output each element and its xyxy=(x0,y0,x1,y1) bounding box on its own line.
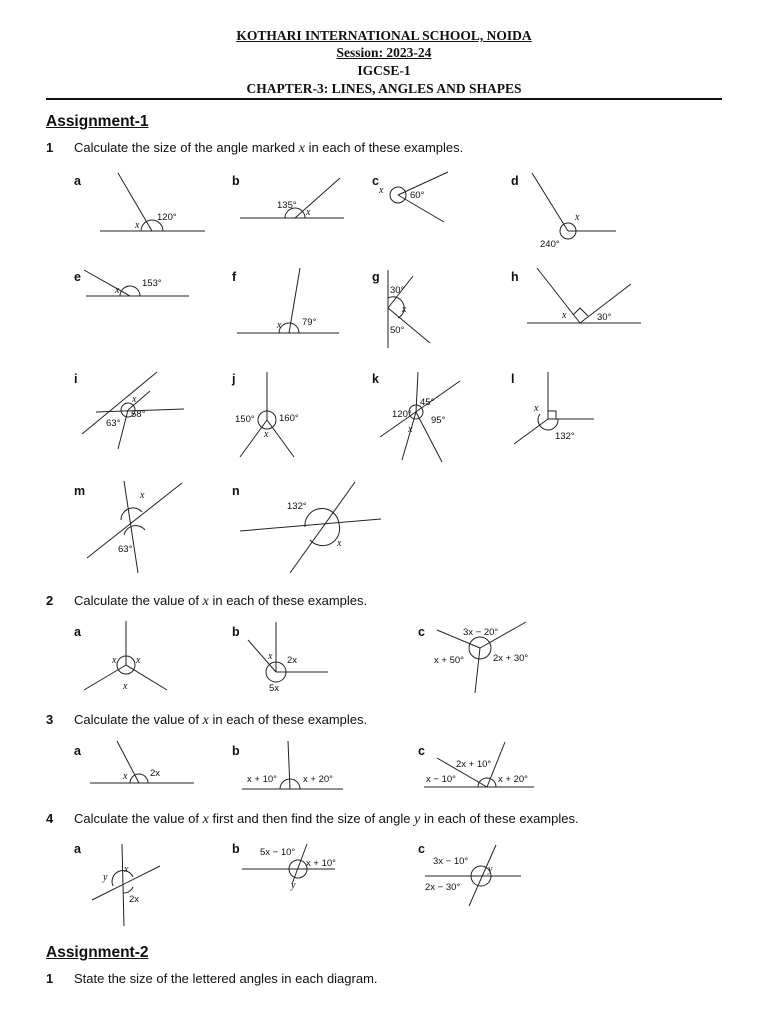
svg-text:y: y xyxy=(488,864,493,875)
q1-label-l: l xyxy=(511,372,515,386)
q2-label-b: b xyxy=(232,625,240,639)
svg-text:x: x xyxy=(115,285,120,296)
svg-text:2x: 2x xyxy=(129,894,140,905)
svg-text:x + 20°: x + 20° xyxy=(498,774,528,785)
svg-text:x + 10°: x + 10° xyxy=(306,858,336,869)
svg-text:x + 10°: x + 10° xyxy=(247,774,277,785)
question-1-number: 1 xyxy=(46,140,54,155)
q1-label-b: b xyxy=(232,174,240,188)
question-2-number: 2 xyxy=(46,593,54,608)
svg-text:x: x xyxy=(136,655,141,666)
q1-label-f: f xyxy=(232,270,237,284)
svg-text:x: x xyxy=(135,220,140,231)
q4-label-c: c xyxy=(418,842,425,856)
diagram-q1-l xyxy=(514,372,594,444)
grade-line: IGCSE-1 xyxy=(357,63,411,78)
diagram-q2-c xyxy=(434,622,528,693)
diagram-q1-f xyxy=(237,268,339,333)
svg-text:5x − 10°: 5x − 10° xyxy=(260,847,296,858)
svg-text:y: y xyxy=(103,872,108,883)
svg-text:2x + 10°: 2x + 10° xyxy=(456,759,492,770)
diagram-q1-k xyxy=(380,372,460,462)
svg-text:58°: 58° xyxy=(131,409,146,420)
diagram-q1-b xyxy=(240,178,344,218)
svg-text:2x − 30°: 2x − 30° xyxy=(425,882,461,893)
q1-label-d: d xyxy=(511,174,519,188)
svg-text:x: x xyxy=(379,185,384,196)
q4-label-b: b xyxy=(232,842,240,856)
svg-text:x: x xyxy=(123,681,128,692)
svg-text:x: x xyxy=(306,207,311,218)
svg-text:30°: 30° xyxy=(597,312,612,323)
svg-text:45°: 45° xyxy=(420,397,435,408)
q1-label-k: k xyxy=(372,372,379,386)
q4-label-a: a xyxy=(74,842,81,856)
diagram-q1-h xyxy=(527,268,641,323)
diagram-q1-j xyxy=(235,372,299,457)
svg-text:60°: 60° xyxy=(410,190,425,201)
assignment-2-title: Assignment-2 xyxy=(46,944,149,961)
q3-label-c: c xyxy=(418,744,425,758)
q1-label-i: i xyxy=(74,372,78,386)
svg-text:x: x xyxy=(268,651,273,662)
school-name: KOTHARI INTERNATIONAL SCHOOL, NOIDA xyxy=(236,28,532,43)
diagram-q4-a xyxy=(92,844,160,926)
q1-label-h: h xyxy=(511,270,519,284)
diagram-q3-b xyxy=(242,741,343,789)
diagram-q1-i xyxy=(82,372,184,449)
q2-label-c: c xyxy=(418,625,425,639)
svg-text:240°: 240° xyxy=(540,239,560,250)
svg-text:30°: 30° xyxy=(390,285,405,296)
svg-text:x: x xyxy=(575,212,580,223)
q1-label-n: n xyxy=(232,484,240,498)
assignment-1-title: Assignment-1 xyxy=(46,113,149,130)
q1-label-e: e xyxy=(74,270,81,284)
question-2-text: Calculate the value of x in each of these examples. xyxy=(74,593,368,609)
svg-text:160°: 160° xyxy=(279,413,299,424)
svg-text:150°: 150° xyxy=(235,414,255,425)
diagram-q1-m xyxy=(87,481,182,573)
assignment-2-question-1-number: 1 xyxy=(46,971,54,986)
svg-text:x: x xyxy=(123,771,128,782)
q2-label-a: a xyxy=(74,625,81,639)
svg-text:5x: 5x xyxy=(269,683,280,694)
svg-text:132°: 132° xyxy=(287,501,307,512)
svg-text:x: x xyxy=(264,429,269,440)
svg-text:x + 50°: x + 50° xyxy=(434,655,464,666)
svg-text:135°: 135° xyxy=(277,200,297,211)
svg-text:2x + 30°: 2x + 30° xyxy=(493,653,529,664)
svg-text:x: x xyxy=(112,655,117,666)
svg-text:3x − 10°: 3x − 10° xyxy=(433,856,469,867)
question-3-text: Calculate the value of x in each of these examples. xyxy=(74,712,368,728)
diagram-q1-n xyxy=(240,482,381,573)
diagram-q3-a xyxy=(90,741,194,783)
diagram-q2-a xyxy=(84,621,167,692)
svg-text:50°: 50° xyxy=(390,325,405,336)
svg-text:63°: 63° xyxy=(106,418,121,429)
q3-label-b: b xyxy=(232,744,240,758)
svg-text:2x: 2x xyxy=(287,655,298,666)
svg-text:x: x xyxy=(337,538,342,549)
question-1-text: Calculate the size of the angle marked x in each of these examples. xyxy=(74,140,464,156)
assignment-2-question-1-text: State the size of the lettered angles in each diagram. xyxy=(74,971,378,986)
diagram-q1-a xyxy=(100,173,205,231)
q1-label-m: m xyxy=(74,484,86,498)
svg-text:x + 20°: x + 20° xyxy=(303,774,333,785)
diagram-q1-d xyxy=(532,173,616,250)
q3-label-a: a xyxy=(74,744,81,758)
chapter-title: CHAPTER-3: LINES, ANGLES AND SHAPES xyxy=(246,81,522,96)
svg-text:y: y xyxy=(291,880,296,891)
session-line: Session: 2023-24 xyxy=(336,45,432,60)
svg-text:x: x xyxy=(277,320,282,331)
svg-text:x: x xyxy=(534,403,539,414)
question-3-number: 3 xyxy=(46,712,54,727)
diagram-q1-c xyxy=(378,172,448,222)
diagram-q1-g xyxy=(388,270,430,348)
question-4-text: Calculate the value of x first and then find the size of angle y in each of these examples. xyxy=(74,811,579,827)
svg-text:x − 10°: x − 10° xyxy=(426,774,456,785)
question-4-number: 4 xyxy=(46,811,54,826)
q1-label-g: g xyxy=(372,270,380,284)
svg-text:120°: 120° xyxy=(157,212,177,223)
svg-text:x: x xyxy=(132,394,137,405)
svg-text:2x: 2x xyxy=(150,768,161,779)
svg-text:132°: 132° xyxy=(555,431,575,442)
svg-text:63°: 63° xyxy=(118,544,133,555)
svg-text:95°: 95° xyxy=(431,415,446,426)
svg-text:79°: 79° xyxy=(302,317,317,328)
diagram-q4-c xyxy=(425,845,521,906)
q1-label-j: j xyxy=(232,372,236,386)
svg-text:x: x xyxy=(140,490,145,501)
diagram-q4-b xyxy=(242,844,336,891)
svg-text:x: x xyxy=(402,304,407,315)
diagram-q1-e xyxy=(84,270,189,296)
svg-text:x: x xyxy=(562,310,567,321)
q1-label-a: a xyxy=(74,174,81,188)
svg-text:3x − 20°: 3x − 20° xyxy=(463,627,499,638)
svg-text:120°: 120° xyxy=(392,409,412,420)
diagram-q2-b xyxy=(248,622,328,694)
diagram-q3-c xyxy=(424,742,534,787)
svg-text:x: x xyxy=(124,864,129,875)
svg-text:x: x xyxy=(408,424,413,435)
q1-label-c: c xyxy=(372,174,379,188)
svg-text:153°: 153° xyxy=(142,278,162,289)
